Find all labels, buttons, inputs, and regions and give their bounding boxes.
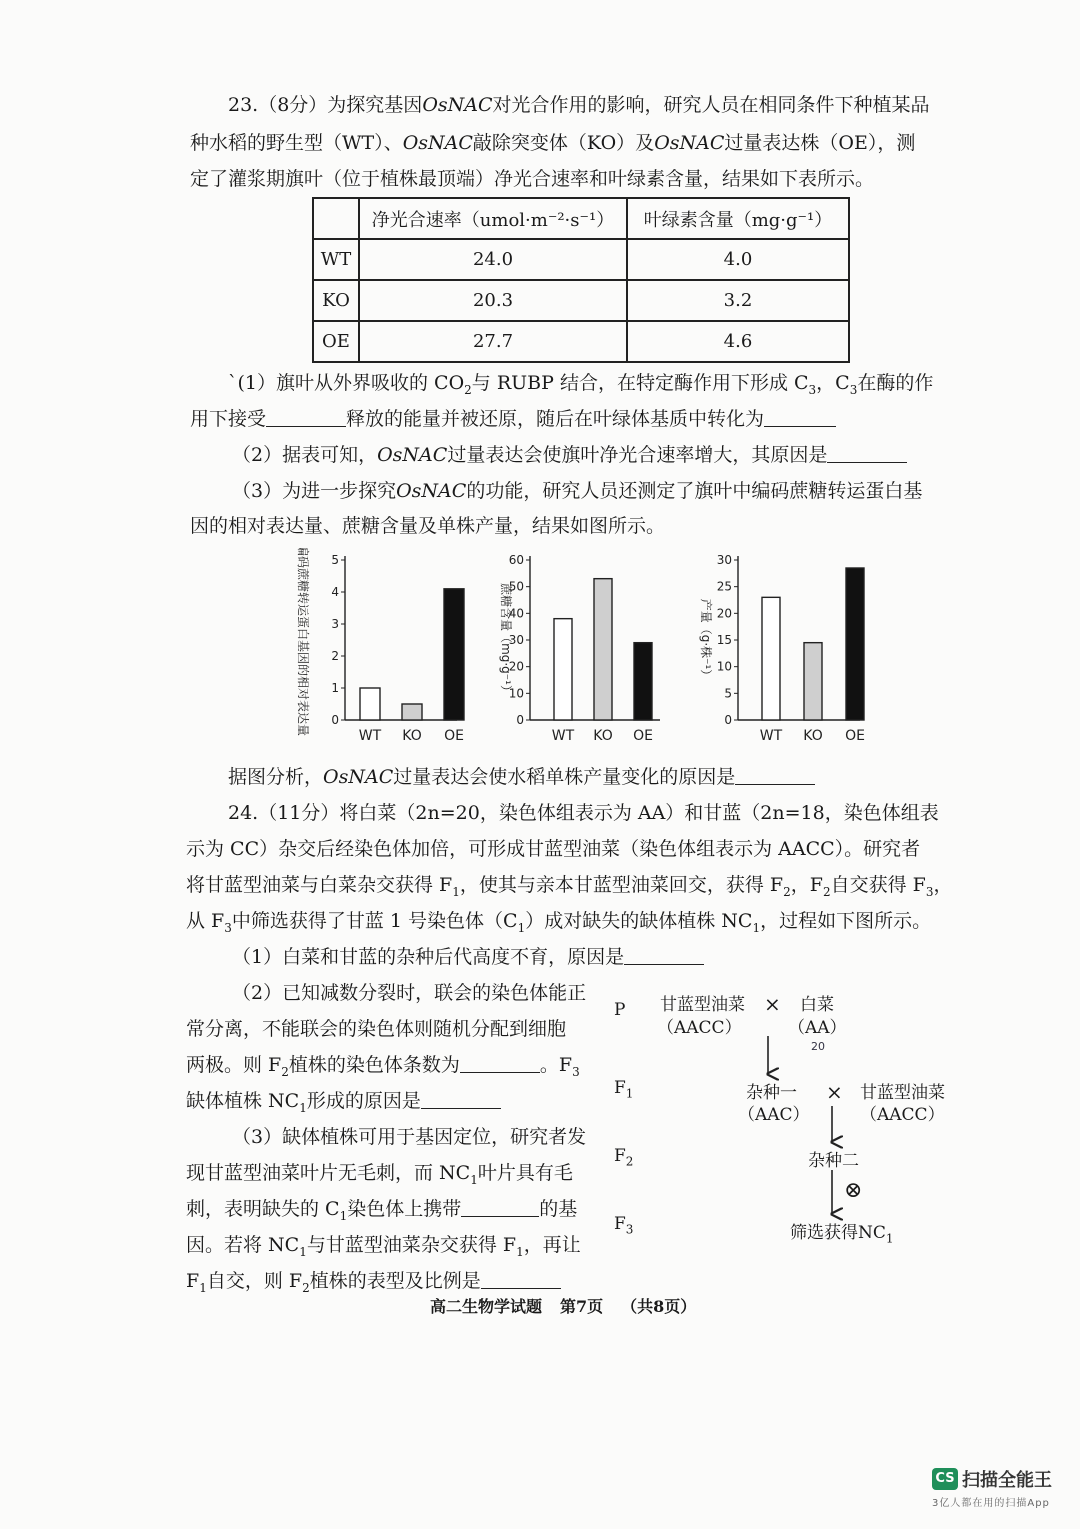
y-tick-label: 0 [516,713,524,727]
page-footer [430,1294,714,1317]
y-tick-label: 40 [508,606,524,621]
q23-part3-line1: （3）为进一步探究OsNAC的功能，研究人员还测定了旗叶中编码蔗糖转运蛋白基 [232,480,923,502]
footer-total: （共8页） [621,1297,697,1316]
y-tick-label: 30 [716,553,732,567]
footer-page: 第7页 [560,1297,604,1316]
handwritten-note: 20 [811,1040,825,1053]
gen-label-f1: $F_1$ [614,1078,634,1101]
hybrid1-genome: （AAC） [738,1105,810,1125]
gen-label-p: P [614,1000,626,1020]
table-cell: 27.7 [359,321,627,362]
parent3-genome: （AACC） [860,1105,945,1125]
y-tick-label: 0 [331,713,339,727]
q24-part2-line4: 缺体植株 $NC_1$形成的原因是 [186,1088,501,1121]
q24-line-2: 示为 CC）杂交后经染色体加倍，可形成甘蓝型油菜（染色体组表示为 AACC）。研究者 [186,838,921,860]
x-category-label: OE [633,728,653,744]
y-tick-label: 20 [716,606,732,621]
y-tick-label: 5 [331,553,339,567]
selfing-icon: ⊗ [844,1178,863,1203]
table-cell: 3.2 [627,280,849,321]
y-tick-label: 10 [716,659,732,674]
brand-tagline: 3亿人都在用的扫描App [932,1498,1050,1509]
y-tick-label: 0 [724,713,732,727]
table-header-cell: 叶绿素含量（mg·g⁻¹） [627,198,849,239]
hybrid1-label: 杂种一 [746,1083,797,1103]
q24-line-1: 24.（11分）将白菜（2n=20，染色体组表示为 AA）和甘蓝（2n=18，染色体组表 [228,802,939,824]
table-cell: KO [313,280,359,321]
y-axis-label: 编码蔗糖转运蛋白基因的相对表达量 [296,548,310,737]
cross-symbol: × [826,1080,843,1104]
x-category-label: WT [358,728,382,744]
y-tick-label: 60 [508,553,524,567]
q24-part3-line2: 现甘蓝型油菜叶片无毛刺，而 $NC_1$叶片具有毛 [186,1162,573,1187]
q23-line-2: 种水稻的野生型（WT）、OsNAC敲除突变体（KO）及OsNAC过量表达株（OE），测 [190,132,916,154]
parent2-genome: （AA） [788,1018,847,1038]
y-tick-label: 3 [331,617,339,631]
table-cell: 4.0 [627,239,849,280]
parent3-label: 甘蓝型油菜 [860,1083,945,1103]
parent1-label: 甘蓝型油菜 [660,995,745,1015]
y-tick-label: 2 [331,649,339,663]
q24-part2-line2: 常分离，不能联会的染色体则随机分配到细胞 [186,1018,567,1040]
cross-symbol: × [764,992,781,1016]
hybrid2-label: 杂种二 [808,1151,859,1171]
x-category-label: KO [593,728,613,744]
footer-title: 高二生物学试题 [430,1297,543,1316]
y-tick-label: 1 [331,681,339,695]
table-cell: 20.3 [359,280,627,321]
gen-label-f2: $F_2$ [614,1146,634,1169]
y-tick-label: 15 [716,633,732,647]
table-header-cell: 净光合速率（umol·m⁻²·s⁻¹） [359,198,627,239]
q23-part1-line1: `(1）旗叶从外界吸收的 $CO_2$与 RUBP 结合，在特定酶作用下形成 $C_3$，$C_3$在酶的作 [228,372,934,397]
q24-part2-line3: 两极。则 $F_2$植株的染色体条数为 。$F_3$ [186,1054,580,1079]
y-tick-label: 10 [508,686,524,701]
parent2-label: 白菜 [800,995,834,1015]
q24-part3-line4: 因。若将 $NC_1$与甘蓝型油菜杂交获得 $F_1$，再让 [186,1234,581,1259]
x-category-label: WT [551,728,575,744]
y-tick-label: 30 [508,633,524,647]
q23-line-3: 定了灌浆期旗叶（位于植株最顶端）净光合速率和叶绿素含量，结果如下表所示。 [190,168,875,190]
y-axis-label: 产量（g·株⁻¹） [699,598,713,682]
table-cell: OE [313,321,359,362]
q23-part3-line2: 因的相对表达量、蔗糖含量及单株产量，结果如图所示。 [190,515,666,537]
q24-line-4: 从 $F_3$中筛选获得了甘蓝 1 号染色体$(C_1)$成对缺失的缺体植株 $NC_1$，过程如下图所示。 [186,910,932,935]
y-tick-label: 20 [508,659,524,674]
scanner-watermark [932,1466,1052,1509]
cs-logo-icon: CS [932,1468,958,1490]
q24-part3-line1: （3）缺体植株可用于基因定位，研究者发 [232,1126,587,1148]
table-cell: WT [313,239,359,280]
q24-part2-line1: （2）已知减数分裂时，联会的染色体能正 [232,982,587,1004]
q23-part2: （2）据表可知，OsNAC过量表达会使旗叶净光合速率增大，其原因是 [232,442,907,468]
table-cell: 4.6 [627,321,849,362]
x-category-label: WT [759,728,783,744]
result-label: 筛选获得$NC_1$ [790,1223,894,1246]
x-category-label: OE [845,728,865,744]
q23-part1-line2: 用下接受 释放的能量并被还原，随后在叶绿体基质中转化为 [190,406,836,432]
q23-line-1: 23.（8分）为探究基因OsNAC对光合作用的影响，研究人员在相同条件下种植某品 [228,94,930,116]
x-category-label: KO [803,728,823,744]
table-cell: 24.0 [359,239,627,280]
y-axis-label: 蔗糖含量（mg·g⁻¹） [499,583,513,697]
x-category-label: KO [402,728,422,744]
y-tick-label: 50 [508,579,524,594]
y-tick-label: 4 [331,585,339,599]
y-tick-label: 25 [716,579,732,594]
q24-line-3: 将甘蓝型油菜与白菜杂交获得 $F_1$，使其与亲本甘蓝型油菜回交，获得 $F_2$，$F_2$自交获得 $F_3$， [186,874,953,899]
q24-part3-line5: $F_1$自交，则 $F_2$植株的表型及比例是 [186,1268,561,1301]
brand-name: 扫描全能王 [962,1470,1052,1491]
x-category-label: OE [444,728,464,744]
y-tick-label: 5 [724,686,732,701]
q24-part3-line3: 刺，表明缺失的 $C_1$染色体上携带 的基 [186,1198,578,1223]
gen-label-f3: $F_3$ [614,1214,634,1237]
q24-part1: （1）白菜和甘蓝的杂种后代高度不育，原因是 [232,944,704,970]
q23-part4: 据图分析，OsNAC过量表达会使水稻单株产量变化的原因是 [228,764,815,790]
parent1-genome: （AACC） [657,1018,742,1038]
